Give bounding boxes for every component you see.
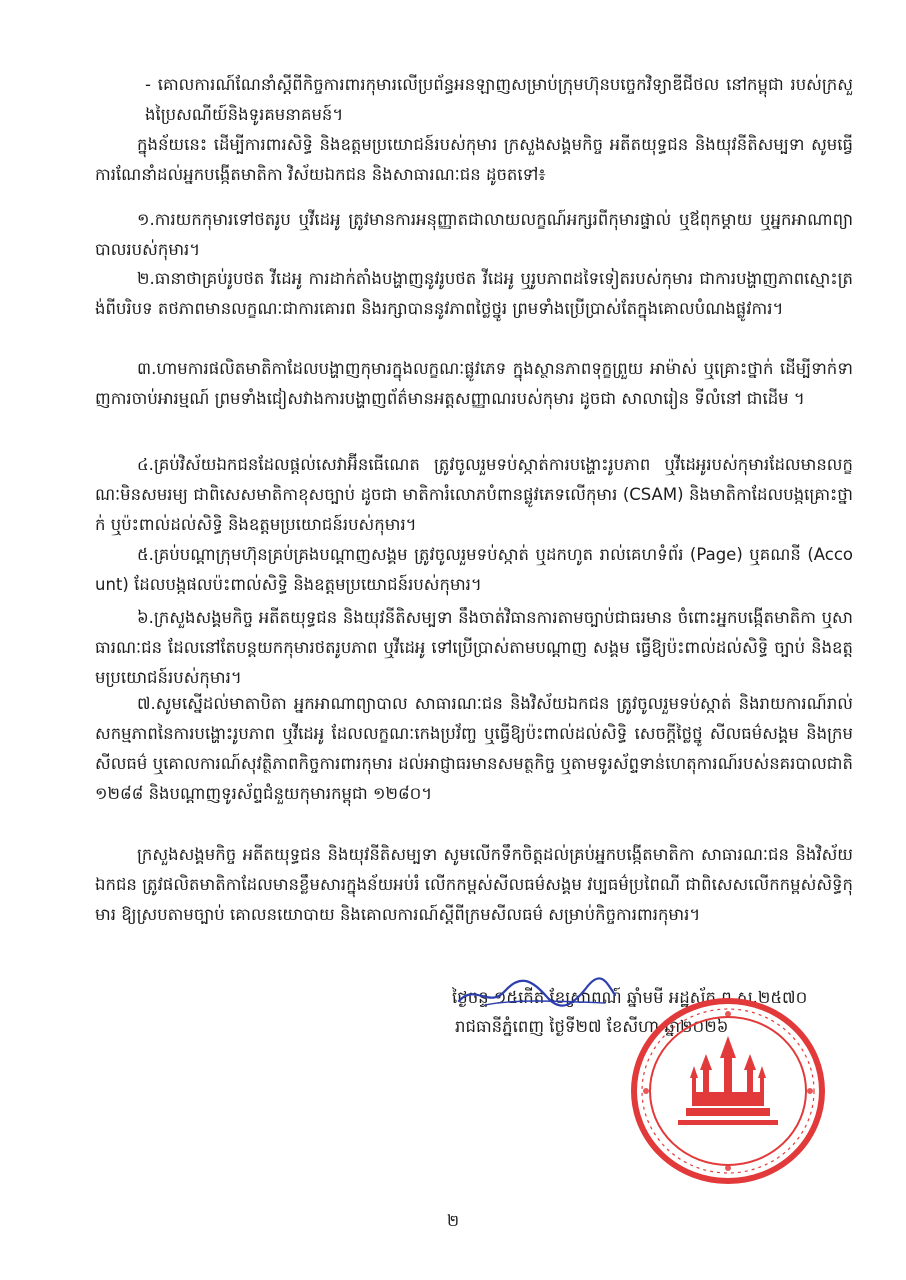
- directive-item-6: ៦.ក្រសួងសង្គមកិច្ច អតីតយុទ្ធជន និងយុវនីតិសម្បទា នឹងចាត់វិធានការតាមច្បាប់ជាធរមាន ចំពោះអ្នកបង្កើតមាតិកា ឬសាធារណៈជន ដែលនៅតែបន្តយកកុមារថតរូបភាព ឬវីដេអូ ទៅប្រើប្រាស់តាមបណ្ដាញ សង្គម ធ្វើឱ្យប៉ះពាល់ដល់សិទ្ធិ ច្បាប់ និងឧត្តមប្រយោជន៍របស់កុមារ។: [95, 608, 853, 687]
- directive-item-5: ៥.គ្រប់បណ្ដាក្រុមហ៊ុនគ្រប់គ្រងបណ្ដាញសង្គម ត្រូវចូលរួមទប់ស្កាត់ ឬដកហូត រាល់គេហទំព័រ (Page) ឬគណនី (Account) ដែលបង្កផលប៉ះពាល់សិទ្ធិ និងឧត្តមប្រយោជន៍របស់កុមារ។: [95, 545, 853, 594]
- page-number: ២: [446, 1211, 460, 1230]
- directive-item-4: ៤.គ្រប់វិស័យឯកជនដែលផ្ដល់សេវាអ៊ីនធើណេត ត្រូវចូលរួមទប់ស្កាត់ការបង្ហោះរូបភាព ឬវីដេអូរបស់កុមារដែលមានលក្ខណៈមិនសមរម្យ ជាពិសេសមាតិកាខុសច្បាប់ ដូចជា មាតិការំលោភបំពានផ្លូវភេទលើកុមារ (CSAM) និងមាតិកាដែលបង្កគ្រោះថ្នាក់ ឬប៉ះពាល់ដល់សិទ្ធិ និងឧត្តមប្រយោជន៍របស់កុមារ។: [95, 455, 853, 534]
- solar-date: រាជធានីភ្នំពេញ ថ្ងៃទី២៧ ខែសីហា ឆ្នាំ២០២៦: [455, 1017, 729, 1036]
- directive-item-2: ២.ធានាថាគ្រប់រូបថត វីដេអូ ការដាក់តាំងបង្ហាញនូវរូបថត វីដេអូ ឬរូបភាពដទៃទៀតរបស់កុមារ ជាការបង្ហាញភាពស្មោះត្រង់ពីបរិបទ តថភាពមានលក្ខណៈជាការគោរព និងរក្សាបាននូវភាពថ្លៃថ្នូរ ព្រមទាំងប្រើប្រាស់តែក្នុងគោលបំណងផ្លូវការ។: [95, 269, 853, 318]
- official-seal-icon: [628, 996, 828, 1186]
- signature-icon: [455, 975, 620, 1015]
- lunar-date: ថ្ងៃចន្ទ ១៥កើត ខែស្រាពណ៍ ឆ្នាំមមី អដ្ឋស័ក ព.ស.២៥៧០: [452, 988, 808, 1007]
- bullet-item: - គោលការណ៍ណែនាំស្ដីពីកិច្ចការពារកុមារលើប្រព័ន្ធអនឡាញសម្រាប់ក្រុមហ៊ុនបច្ចេកវិទ្យាឌីជីថល នៅកម្ពុជា របស់ក្រសួងប្រៃសណីយ៍និងទូរគមនាគមន៍។: [145, 75, 853, 124]
- directive-item-1: ១.ការយកកុមារទៅថតរូប ឬវីដេអូ ត្រូវមានការអនុញ្ញាតជាលាយលក្ខណ៍អក្សរពីកុមារផ្ទាល់ ឬឪពុកម្ដាយ ឬអ្នកអាណាព្យាបាលរបស់កុមារ។: [95, 210, 853, 259]
- directive-item-3: ៣.ហាមការផលិតមាតិកាដែលបង្ហាញកុមារក្នុងលក្ខណៈផ្លូវភេទ ក្នុងស្ថានភាពទុក្ខព្រួយ អាម៉ាស់ ឬគ្រោះថ្នាក់ ដើម្បីទាក់ទាញការចាប់អារម្មណ៍ ព្រមទាំងជៀសវាងការបង្ហាញព័ត៌មានអត្តសញ្ញាណរបស់កុមារ ដូចជា សាលារៀន ទីលំនៅ ជាដើម ។: [95, 359, 853, 408]
- closing-paragraph: ក្រសួងសង្គមកិច្ច អតីតយុទ្ធជន និងយុវនីតិសម្បទា សូមលើកទឹកចិត្តដល់គ្រប់អ្នកបង្កើតមាតិកា សាធារណៈជន និងវិស័យឯកជន ត្រូវផលិតមាតិកាដែលមានខ្លឹមសារក្នុងន័យអប់រំ លើកកម្ពស់សីលធម៌សង្គម វប្បធម៌ប្រពៃណី ជាពិសេសលើកកម្ពស់សិទ្ធិកុមារ ឱ្យស្របតាមច្បាប់ គោលនយោបាយ និងគោលការណ៍ស្ដីពីក្រមសីលធម៌ សម្រាប់កិច្ចការពារកុមារ។: [95, 845, 853, 924]
- intro-paragraph: ក្នុងន័យនេះ ដើម្បីការពារសិទ្ធិ និងឧត្តមប្រយោជន៍របស់កុមារ ក្រសួងសង្គមកិច្ច អតីតយុទ្ធជន និងយុវនីតិសម្បទា សូមធ្វើការណែនាំដល់អ្នកបង្កើតមាតិកា វិស័យឯកជន និងសាធារណៈជន ដូចតទៅ៖: [95, 135, 853, 184]
- directive-item-7: ៧.សូមស្នើដល់មាតាបិតា អ្នកអាណាព្យាបាល សាធារណៈជន និងវិស័យឯកជន ត្រូវចូលរួមទប់ស្កាត់ និងរាយការណ៍រាល់សកម្មភាពនៃការបង្ហោះរូបភាព ឬវីដេអូ ដែលលក្ខណៈកេងប្រវ័ញ្ច ឬធ្វើឱ្យប៉ះពាល់ដល់សិទ្ធិ សេចក្ដីថ្លៃថ្នូ សីលធម៌សង្គម និងក្រមសីលធម៌ ឬគោលការណ៍សុវត្ថិភាពកិច្ចការពារកុមារ ដល់អាជ្ញាធរមានសមត្ថកិច្ច ឬតាមទូរស័ព្ទទាន់ហេតុការណ៍របស់នគរបាលជាតិ ១២៨៨ និងបណ្ដាញទូរស័ព្ទជំនួយកុមារកម្ពុជា ១២៨០។: [95, 694, 853, 803]
